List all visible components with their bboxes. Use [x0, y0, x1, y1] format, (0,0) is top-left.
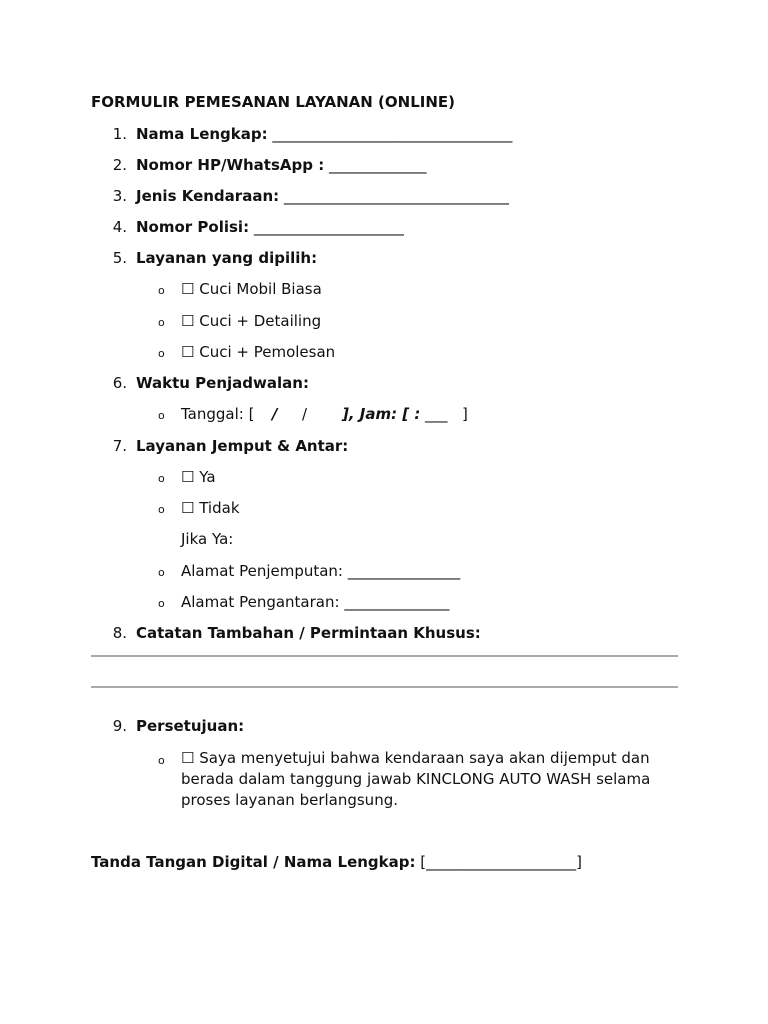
service-option[interactable] — [181, 343, 335, 361]
option-label: Ya — [199, 468, 216, 486]
signature-field[interactable]: [____________________] — [420, 853, 582, 871]
service-option-label: Cuci + Detailing — [199, 312, 322, 330]
item-number: 1. — [112, 125, 127, 143]
month-field[interactable]: / — [302, 405, 308, 423]
delivery-address-label: Alamat Pengantaran: — [181, 593, 340, 611]
item-number: 7. — [112, 437, 127, 455]
bullet-icon: o — [158, 472, 165, 485]
pickup-option-no[interactable] — [181, 499, 240, 517]
form-title: FORMULIR PEMESANAN LAYANAN (ONLINE) — [91, 93, 455, 111]
schedule-close-bracket: ] — [462, 405, 468, 423]
bullet-icon: o — [158, 597, 165, 610]
full-name-field[interactable]: ________________________________ — [272, 125, 513, 143]
item-number: 2. — [112, 156, 127, 174]
phone-row — [136, 156, 426, 174]
checkbox-icon[interactable]: ☐ — [181, 749, 195, 767]
checkbox-icon[interactable]: ☐ — [181, 343, 195, 361]
date-prefix: Tanggal: [ — [181, 405, 255, 423]
agreement-label: Persetujuan: — [136, 717, 245, 735]
service-option-label: Cuci + Pemolesan — [199, 343, 336, 361]
bullet-icon: o — [158, 566, 165, 579]
schedule-label: Waktu Penjadwalan: — [136, 374, 309, 392]
item-number: 9. — [112, 717, 127, 735]
agreement-option[interactable] — [181, 748, 661, 811]
date-field[interactable]: / — [272, 405, 278, 423]
vehicle-type-label: Jenis Kendaraan: — [136, 187, 280, 205]
agreement-text: Saya menyetujui bahwa kendaraan saya akan dijemput dan berada dalam tanggung jawab KINCLONG AUTO WASH selama proses layanan berlangsung. — [181, 749, 651, 809]
checkbox-icon[interactable]: ☐ — [181, 499, 195, 517]
notes-line[interactable] — [91, 686, 678, 688]
service-option[interactable] — [181, 312, 321, 330]
pickup-address-field[interactable]: _______________ — [347, 562, 461, 580]
pickup-option-yes[interactable] — [181, 468, 216, 486]
bullet-icon: o — [158, 409, 165, 422]
item-number: 4. — [112, 218, 127, 236]
phone-label: Nomor HP/WhatsApp : — [136, 156, 325, 174]
service-option[interactable] — [181, 280, 322, 298]
checkbox-icon[interactable]: ☐ — [181, 312, 195, 330]
time-field[interactable]: ___ — [425, 405, 448, 423]
checkbox-icon[interactable]: ☐ — [181, 280, 195, 298]
vehicle-type-field[interactable]: ______________________________ — [283, 187, 509, 205]
notes-label: Catatan Tambahan / Permintaan Khusus: — [136, 624, 481, 642]
option-label: Tidak — [199, 499, 240, 517]
phone-field[interactable]: _____________ — [328, 156, 427, 174]
service-option-label: Cuci Mobil Biasa — [199, 280, 322, 298]
item-number: 6. — [112, 374, 127, 392]
time-label: ], Jam: [ : — [342, 405, 421, 423]
pickup-address-label: Alamat Penjemputan: — [181, 562, 343, 580]
plate-number-field[interactable]: ____________________ — [253, 218, 404, 236]
signature-label: Tanda Tangan Digital / Nama Lengkap: — [91, 853, 416, 871]
notes-line[interactable] — [91, 655, 678, 657]
if-yes-label: Jika Ya: — [181, 530, 234, 548]
delivery-address-field[interactable]: ______________ — [344, 593, 450, 611]
plate-number-label: Nomor Polisi: — [136, 218, 250, 236]
full-name-label: Nama Lengkap: — [136, 125, 268, 143]
item-number: 3. — [112, 187, 127, 205]
bullet-icon: o — [158, 316, 165, 329]
full-name-row — [136, 125, 512, 143]
plate-number-row — [136, 218, 404, 236]
bullet-icon: o — [158, 347, 165, 360]
service-label: Layanan yang dipilih: — [136, 249, 318, 267]
item-number: 8. — [112, 624, 127, 642]
pickup-delivery-label: Layanan Jemput & Antar: — [136, 437, 349, 455]
delivery-address-row — [181, 593, 449, 611]
signature-row — [91, 853, 582, 871]
checkbox-icon[interactable]: ☐ — [181, 468, 195, 486]
bullet-icon: o — [158, 503, 165, 516]
pickup-address-row — [181, 562, 460, 580]
item-number: 5. — [112, 249, 127, 267]
bullet-icon: o — [158, 284, 165, 297]
vehicle-type-row — [136, 187, 509, 205]
bullet-icon: o — [158, 754, 165, 767]
